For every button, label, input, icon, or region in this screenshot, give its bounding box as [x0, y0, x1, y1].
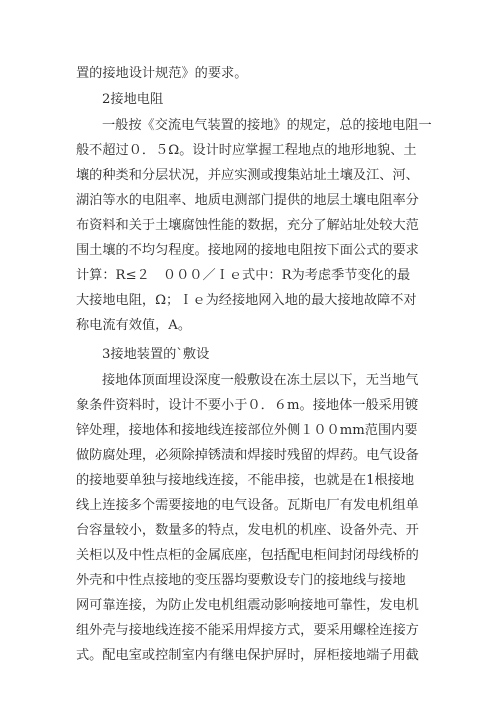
text-line: 大接地电阻，Ω；Ｉｅ为经接地网入地的最大接地故障不对: [76, 293, 417, 308]
text-line: 网可靠连接，为防止发电机组震动影响接地可靠性，发电机: [76, 598, 419, 613]
text-line: 线上连接多个需要接地的电气设备。瓦斯电厂有发电机组单: [76, 498, 419, 513]
section-heading: 2接地电阻: [102, 92, 164, 107]
text-line: 台容量较小，数量多的特点，发电机的机座、设备外壳、开: [76, 523, 419, 538]
text-line: 的接地要单独与接地线连接，不能串接，也就是在1根接地: [76, 473, 415, 488]
text-line: 一般按《交流电气装置的接地》的规定，总的接地电阻一: [102, 118, 432, 133]
text-line: 外壳和中性点接地的变压器均要敷设专门的接地线与接地: [76, 573, 406, 588]
text-line: 布资料和关于土壤腐蚀性能的数据，充分了解站址处较大范: [76, 218, 419, 233]
text-line: 置的接地设计规范》的要求。: [76, 66, 248, 81]
text-line: 围土壤的不均匀程度。接地网的接地电阻按下面公式的要求: [76, 243, 419, 258]
text-line: 式。配电室或控制室内有继电保护屏时，屏柜接地端子用截: [76, 648, 419, 663]
text-line: 做防腐处理，必须除掉锈渍和焊接时残留的焊药。电气设备: [76, 448, 419, 463]
text-line: 计算：R≤２ ０００／Ｉｅ式中：R为考虑季节变化的最: [76, 268, 411, 283]
text-line: 关柜以及中性点柜的金属底座，包括配电柜间封闭母线桥的: [76, 548, 419, 563]
text-line: 壤的种类和分层状况，并应实测或搜集站址土壤及江、河、: [76, 168, 419, 183]
text-line: 锌处理，接地体和接地线连接部位外侧１００mm范围内要: [76, 423, 418, 438]
text-line: 组外壳与接地线连接不能采用焊接方式，要采用螺栓连接方: [76, 623, 419, 638]
section-heading: 3接地装置的`敷设: [102, 347, 210, 362]
text-line: 般不超过０．５Ω。设计时应掌握工程地点的地形地貌、土: [76, 143, 417, 158]
text-line: 称电流有效值，A。: [76, 318, 192, 333]
text-line: 接地体顶面埋设深度一般敷设在冻土层以下，无当地气: [102, 373, 419, 388]
text-line: 象条件资料时，设计不要小于０．６m。接地体一般采用镀: [76, 398, 419, 413]
text-line: 湖泊等水的电阻率、地质电测部门提供的地层土壤电阻率分: [76, 193, 419, 208]
